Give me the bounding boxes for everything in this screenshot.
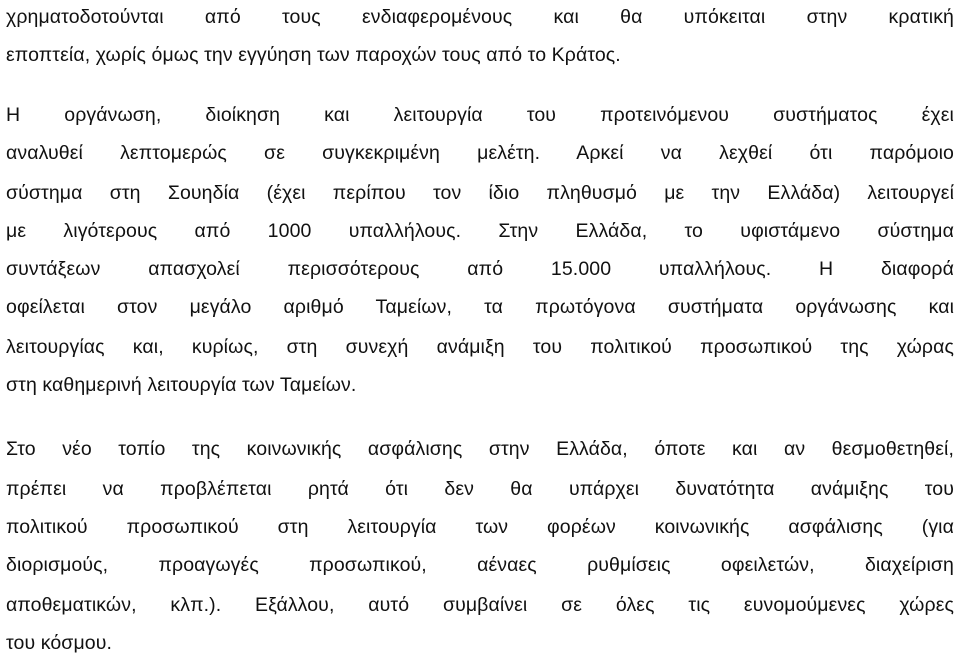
- text-line: πολιτικού προσωπικού στη λειτουργία των φορέων κοινωνικής ασφάλισης (για: [6, 516, 954, 538]
- text-line: στη καθημερινή λειτουργία των Ταμείων.: [6, 374, 357, 396]
- text-line: χρηματοδοτούνται από τους ενδιαφερομένους και θα υπόκειται στην κρατική: [6, 6, 954, 28]
- text-line: λειτουργίας και, κυρίως, στη συνεχή ανάμιξη του πολιτικού προσωπικού της χώρας: [6, 336, 954, 358]
- text-line: του κόσμου.: [6, 632, 113, 654]
- text-line: διορισμούς, προαγωγές προσωπικού, αέναες ρυθμίσεις οφειλετών, διαχείριση: [6, 554, 954, 576]
- text-line: Στο νέο τοπίο της κοινωνικής ασφάλισης στην Ελλάδα, όποτε και αν θεσμοθετηθεί,: [6, 438, 954, 460]
- text-line: Η οργάνωση, διοίκηση και λειτουργία του προτεινόμενου συστήματος έχει: [6, 104, 954, 126]
- text-line: συντάξεων απασχολεί περισσότερους από 15.000 υπαλλήλους. Η διαφορά: [6, 258, 954, 280]
- text-line: εποπτεία, χωρίς όμως την εγγύηση των παροχών τους από το Κράτος.: [6, 44, 621, 66]
- text-line: με λιγότερους από 1000 υπαλλήλους. Στην Ελλάδα, το υφιστάμενο σύστημα: [6, 220, 954, 242]
- text-line: πρέπει να προβλέπεται ρητά ότι δεν θα υπάρχει δυνατότητα ανάμιξης του: [6, 478, 954, 500]
- text-line: σύστημα στη Σουηδία (έχει περίπου τον ίδιο πληθυσμό με την Ελλάδα) λειτουργεί: [6, 182, 954, 204]
- text-line: αποθεματικών, κλπ.). Εξάλλου, αυτό συμβαίνει σε όλες τις ευνομούμενες χώρες: [6, 594, 954, 616]
- text-line: αναλυθεί λεπτομερώς σε συγκεκριμένη μελέτη. Αρκεί να λεχθεί ότι παρόμοιο: [6, 142, 954, 164]
- text-line: οφείλεται στον μεγάλο αριθμό Ταμείων, τα πρωτόγονα συστήματα οργάνωσης και: [6, 296, 954, 318]
